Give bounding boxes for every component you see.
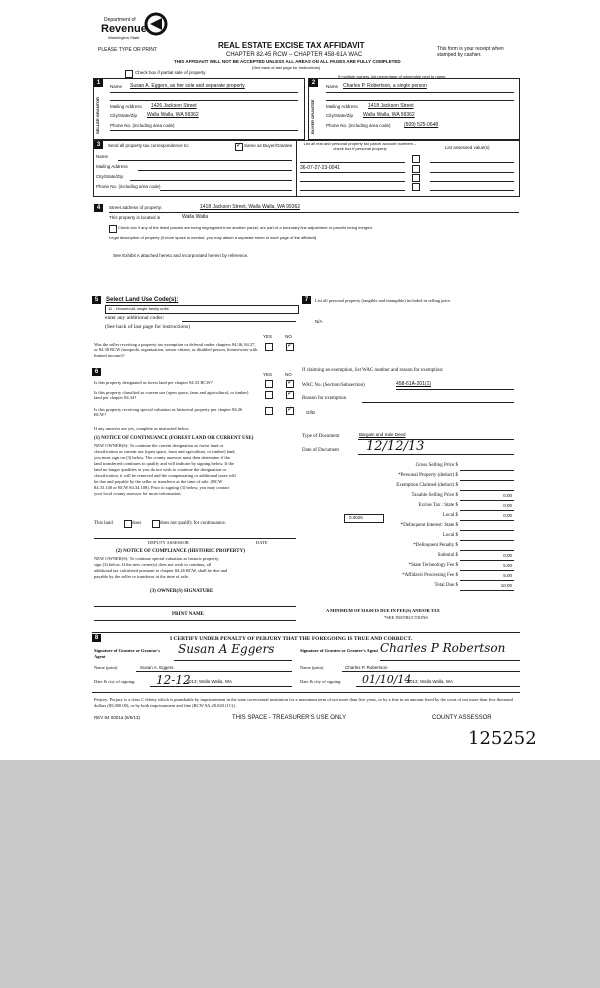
wac-line (396, 389, 514, 390)
tax-row-line (460, 540, 514, 541)
section-8-number: 8 (92, 634, 101, 642)
tax-row-line (460, 560, 514, 561)
tax-row-line (460, 570, 514, 571)
compliance-title: (2) NOTICE OF COMPLIANCE (HISTORIC PROPERTY) (116, 549, 245, 554)
s5-q1-no-checkbox[interactable] (286, 343, 294, 351)
grantor-sig-line (174, 660, 292, 661)
grantee-name-line (342, 671, 520, 672)
compliance-line: sign (3) below. If the new owner(s) does not wish to continue, all (94, 562, 212, 567)
buyer-city: Walla Walla, WA 99362 (363, 112, 415, 118)
continuance-line: land no longer qualifies or you do not wish to continue the designation or (94, 467, 227, 472)
print-note: PLEASE TYPE OR PRINT (98, 47, 158, 53)
tax-row-line (460, 510, 514, 511)
local-rate-box (344, 514, 384, 523)
buyer-city-label: City/State/Zip (326, 113, 354, 118)
tax-row-value: 0.00 (503, 513, 512, 518)
tax-row-label: *Personal Property (deduct) $ (398, 473, 458, 478)
deputy-assessor-label: DEPUTY ASSESSOR (148, 540, 189, 545)
continuance-title: (1) NOTICE OF CONTINUANCE (FOREST LAND OR CURRENT USE) (94, 436, 254, 441)
section-5-number: 5 (92, 296, 101, 304)
seller-phone-line (110, 130, 298, 131)
seller-city: Walla Walla, WA 99362 (147, 112, 199, 118)
s6-q3-yes-checkbox[interactable] (265, 407, 273, 415)
parcel-personal-checkbox-4[interactable] (412, 183, 420, 191)
tax-row-line (460, 480, 514, 481)
tax-row-value: 5.00 (503, 573, 512, 578)
s6-q2-no-checkbox[interactable] (286, 391, 294, 399)
grantee-name-label: Name (print) (300, 665, 324, 670)
reason-label: Reason for exemption (302, 396, 347, 401)
multiple-owners-note: If multiple owners, list percentage of ownership next to name. (338, 74, 447, 79)
agency-dept: Department of (104, 17, 136, 23)
doc-type-label: Type of Document (302, 434, 340, 439)
s6-yes-header: YES (263, 372, 273, 377)
deputy-date-label: DATE (256, 540, 268, 545)
tax-row-value: 0.00 (503, 553, 512, 558)
doc-type: Bargain and Sale Deed (359, 432, 406, 437)
grantee-date-line (356, 686, 520, 687)
tax-row-line (460, 590, 514, 591)
value-line-4 (430, 190, 514, 191)
partial-sale-label: Check box if partial sale of property (135, 70, 206, 75)
personal-property-label: List all personal property (tangible and intangible) included in selling price. (315, 298, 452, 303)
stamp-number: 125252 (468, 728, 537, 749)
s3-name-label: Name (96, 154, 109, 159)
seller-city-label: City/State/Zip (110, 113, 138, 118)
perjury-top-line (92, 692, 520, 693)
tax-row-label: *State Technology Fee $ (408, 563, 458, 568)
tax-row-label: Subtotal $ (437, 553, 458, 558)
grantee-sig-label: Signature of Grantee or Grantee's Agent (300, 648, 378, 653)
section-3-divider (296, 140, 297, 196)
s3-phone-label: Phone No. (including area code) (96, 184, 161, 189)
tax-row-label: Excise Tax : State $ (418, 503, 458, 508)
see-instructions-note: *SEE INSTRUCTIONS (384, 615, 428, 620)
print-name-label: PRINT NAME (172, 612, 204, 617)
doc-date-line (358, 454, 514, 455)
land-does-label: does (132, 521, 142, 526)
buyer-name-label: Name (326, 84, 339, 89)
grantor-name-line (136, 671, 292, 672)
tax-row-label: *Affidavit Processing Fee $ (402, 573, 458, 578)
buyer-blank-line (326, 100, 514, 101)
value-line-1 (430, 162, 514, 163)
seller-name-line (110, 92, 298, 93)
continuance-line: your local county assessor for more information. (94, 491, 182, 496)
additional-codes-line (182, 321, 296, 322)
s6-q1-yes-checkbox[interactable] (265, 380, 273, 388)
s6-q2-yes-checkbox[interactable] (265, 391, 273, 399)
parcel-line-1 (300, 162, 405, 163)
treasurer-use-label: THIS SPACE - TREASURER'S USE ONLY (232, 715, 347, 721)
doc-date: 12/12/13 (366, 439, 425, 454)
parcel-list-header: List all real and personal property tax parcel account numbers – check box if personal property (303, 141, 417, 151)
grantor-city: , 2013; Walla Walla, WA (184, 679, 233, 684)
tax-row-value: 0.00 (503, 503, 512, 508)
tax-row-line (460, 520, 514, 521)
s5-see-back: (See back of last page for instructions) (105, 324, 190, 330)
s6-historic-question: Is this property receiving special valuation as historical property per chapter 84.26 RCW? (94, 407, 243, 418)
continuance-line: be due and payable by the seller or transferor at the time of sale. (RCW (94, 479, 223, 484)
buyer-name-line (326, 92, 514, 93)
partial-sale-checkbox[interactable] (125, 70, 133, 78)
buyer-mailing: 1418 Jackson Street (368, 103, 414, 109)
parcel-line-2 (300, 172, 405, 173)
this-land-label: This land (94, 521, 113, 526)
grantee-signature: Charles P Robertson (380, 641, 506, 655)
parcel-personal-checkbox-1[interactable] (412, 155, 420, 163)
s6-forest-question: Is this property designated as forest land per chapter 84.33 RCW? (94, 380, 213, 385)
grantee-date-label: Date & city of signing: (300, 679, 342, 684)
parcel-personal-checkbox-3[interactable] (412, 174, 420, 182)
tax-row-line (460, 470, 514, 471)
land-does-checkbox[interactable] (124, 520, 132, 528)
grantor-date-line (150, 686, 292, 687)
compliance-line: additional tax calculated pursuant to chapter 84.26 RCW, shall be due and (94, 568, 228, 573)
tax-row-line (460, 580, 514, 581)
continuance-line: 84.33.140 or RCW 84.34.108). Prior to signing (3) below, you may contact (94, 485, 230, 490)
grantor-sig-label: Signature of Grantor or Grantor's Agent (94, 648, 160, 659)
located-county: Walla Walla (182, 214, 209, 220)
seller-name-label: Name (110, 84, 123, 89)
assessed-value-header: List assessed value(s) (445, 145, 490, 150)
tax-row-label: Total Due $ (434, 583, 458, 588)
parcel-number: 36-07-27-23-0041 (300, 165, 341, 171)
send-correspondence-label: Send all property tax correspondence to: (108, 143, 190, 148)
land-use-code: 11 - Household, single family units (108, 306, 169, 311)
seller-mailing: 1426 Jackson Street (151, 103, 197, 109)
see-back-note: (See back of last page for instructions) (252, 65, 321, 70)
exemption-reason: Gifts (306, 410, 316, 415)
grantor-date-label: Date & city of signing: (94, 679, 136, 684)
tax-row-value: 10.00 (500, 583, 512, 588)
s5-yes-header: YES (263, 334, 273, 339)
section-6-number: 6 (92, 368, 101, 376)
tax-row-label: Local $ (442, 533, 458, 538)
parcel-line-4 (300, 190, 405, 191)
grantee-city: , 2013; Walla Walla, WA (405, 679, 454, 684)
section-7-number: 7 (302, 296, 311, 304)
grantor-name-label: Name (print) (94, 665, 118, 670)
seller-mailing-label: Mailing Address (110, 104, 142, 109)
s6-q3-no-checkbox[interactable] (286, 407, 294, 415)
buyer-mailing-label: Mailing Address (326, 104, 358, 109)
tax-row-value: 5.00 (503, 563, 512, 568)
section-4-number: 4 (94, 204, 103, 212)
tax-row-label: Local $ (442, 513, 458, 518)
form-revision: REV 84 0001a (6/5/13) (94, 715, 141, 720)
seller-blank-line (110, 100, 298, 101)
county-assessor-label: COUNTY ASSESSOR (432, 715, 492, 721)
continuance-line: you must sign on (3) below. The county assessor must then determine if the (94, 455, 230, 460)
buyer-name: Charles P. Robertson, a single person (343, 83, 427, 89)
tax-row-label: *Delinquent Penalty $ (413, 543, 458, 548)
grantee-name: Charles P. Robertson (345, 665, 388, 670)
dor-logo-icon (144, 12, 170, 36)
land-does-not-checkbox[interactable] (152, 520, 160, 528)
wac-label: WAC No. (Section/Subsection) (302, 383, 365, 388)
tax-row-line (460, 530, 514, 531)
tax-row-label: *Delinquent Interest: State $ (400, 523, 458, 528)
owner-signature-line (94, 606, 296, 607)
section-3-number: 3 (94, 141, 103, 149)
exemption-claim-label: If claiming an exemption, list WAC number and reason for exemption: (302, 368, 444, 373)
form-warning: THIS AFFIDAVIT WILL NOT BE ACCEPTED UNLESS ALL AREAS ON ALL PAGES ARE FULLY COMPLETED (174, 59, 401, 64)
buyer-phone: (509) 525-0648 (404, 122, 439, 128)
located-label: This property is located in (109, 215, 161, 220)
s5-exemption-question: Was the seller receiving a property tax exemption or deferral under chapters 84.36, 84.37, or 84.38 RCW (nonprofit organization, senior citizen, or disabled person, homeowner with limited income)? (94, 342, 258, 358)
tax-row-label: Exemption Claimed (deduct) $ (396, 483, 458, 488)
perjury-statement: Perjury: Perjury is a class C felony which is punishable by imprisonment in the state correctional institution for a maximum term of not more than five years, or by a fine in an amount fixed by the court of not more than five thousand dollars ($5,000.00), or by both imprisonment and fine (RCW 9A.20.020 (1C)). (94, 697, 513, 708)
land-use-title: Select Land Use Code(s): (106, 297, 179, 303)
segregated-checkbox[interactable] (109, 225, 117, 233)
agency-name: Revenue (101, 23, 147, 35)
street-line (109, 212, 519, 213)
legal-exhibit-text: See Exhibit A attached hereto and incorporated herein by reference. (113, 253, 249, 258)
s3-mailing-label: Mailing Address (96, 164, 128, 169)
seller-phone-label: Phone No. (including area code) (110, 123, 175, 128)
seller-side-label: SELLER GRANTOR (95, 96, 100, 134)
continuance-line: NEW OWNER(S): To continue the current designation as forest land or (94, 443, 224, 448)
minimum-due-note: A MINIMUM OF $10.00 IS DUE IN FEE(S) AND/OR TAX (326, 608, 440, 613)
grantee-sig-line (380, 660, 520, 661)
parcel-personal-checkbox-2[interactable] (412, 165, 420, 173)
grantor-date: 12-12 (156, 673, 191, 687)
s5-no-header: NO (285, 334, 292, 339)
s3-city-label: City/State/Zip (96, 174, 124, 179)
s6-no-header: NO (285, 372, 292, 377)
reason-line (362, 402, 514, 403)
grantor-name: Susan A. Eggers (140, 665, 174, 670)
s3-name-line (118, 160, 292, 161)
parcel-line-3 (300, 181, 405, 182)
continuance-line: classification as current use (open space, farm and agriculture, or timber) land, (94, 449, 236, 454)
land-use-select[interactable] (105, 305, 299, 314)
section-1-number: 1 (94, 79, 103, 87)
continuance-line: land transferred continues to qualify and will indicate by signing below. If the (94, 461, 235, 466)
section-2-number: 2 (309, 79, 318, 87)
s3-phone-line (160, 190, 292, 191)
wac-number: 458-61A-201(1) (396, 381, 432, 387)
compliance-line: NEW OWNER(S): To continue special valuation as historic property, (94, 556, 220, 561)
doc-date-label: Date of Document (302, 448, 339, 453)
additional-codes-label: enter any additional codes: (105, 315, 165, 321)
personal-property-value: N/A (315, 319, 323, 324)
value-line-2 (430, 172, 514, 173)
tax-row-line (460, 550, 514, 551)
segregated-label: Check box if any of the listed parcels are being segregated from another parcel, are part of a boundary line adjustment or parcels being merged. (118, 225, 373, 230)
s6-current-use-question: Is this property classified as current use (open space, farm and agricultural, or timber) land per chapter 84.34? (94, 390, 249, 401)
same-as-buyer-label: Same as Buyer/Grantee (244, 143, 293, 148)
s5-q1-yes-checkbox[interactable] (265, 343, 273, 351)
same-as-buyer-checkbox[interactable] (235, 143, 243, 151)
street-address-label: Street address of property: (109, 205, 163, 210)
tax-row-label: Taxable Selling Price $ (411, 493, 458, 498)
section-8-top-line (92, 632, 520, 633)
continuance-line: classification, it will be removed and the compensating or additional taxes will (94, 473, 236, 478)
s6-q1-no-checkbox[interactable] (286, 380, 294, 388)
tax-row-label: Gross Selling Price $ (415, 463, 458, 468)
s3-mailing-line (138, 170, 292, 171)
form-title: REAL ESTATE EXCISE TAX AFFIDAVIT (218, 41, 365, 50)
certify-statement: I CERTIFY UNDER PENALTY OF PERJURY THAT THE FOREGOING IS TRUE AND CORRECT. (170, 636, 413, 642)
owner-signature-label: (3) OWNER(S) SIGNATURE (150, 589, 214, 594)
receipt-note: This form is your receipt when stamped by cashier. (437, 46, 504, 58)
tax-row-line (460, 490, 514, 491)
grantee-date: 01/10/14 (362, 673, 412, 686)
grantor-signature: Susan A Eggers (178, 642, 275, 656)
agency-state: Washington State (108, 35, 140, 40)
s3-city-line (130, 180, 292, 181)
street-address: 1418 Jackson Street, Walla Walla, WA 99362 (200, 204, 301, 210)
print-name-line (94, 620, 296, 621)
form-chapter: CHAPTER 82.45 RCW – CHAPTER 458-61A WAC (226, 52, 363, 58)
buyer-phone-label: Phone No. (including area code) (326, 123, 391, 128)
compliance-line: payable by the seller or transferor at the time of sale. (94, 574, 189, 579)
s6-if-yes-note: If any answers are yes, complete as instructed below. (94, 426, 190, 431)
land-does-not-label: does not qualify for continuance. (160, 521, 226, 526)
value-line-3 (430, 181, 514, 182)
legal-description-label: Legal description of property (if more space is needed, you may attach a separate sheet to each page of the affidavit) (109, 235, 317, 240)
seller-name: Susan A. Eggers, as her sole and separate property (130, 83, 245, 89)
local-rate: 0.0025 (349, 515, 363, 520)
buyer-side-label: BUYER GRANTEE (310, 99, 315, 134)
tax-row-line (460, 500, 514, 501)
tax-row-value: 0.00 (503, 493, 512, 498)
deputy-line (94, 538, 296, 539)
